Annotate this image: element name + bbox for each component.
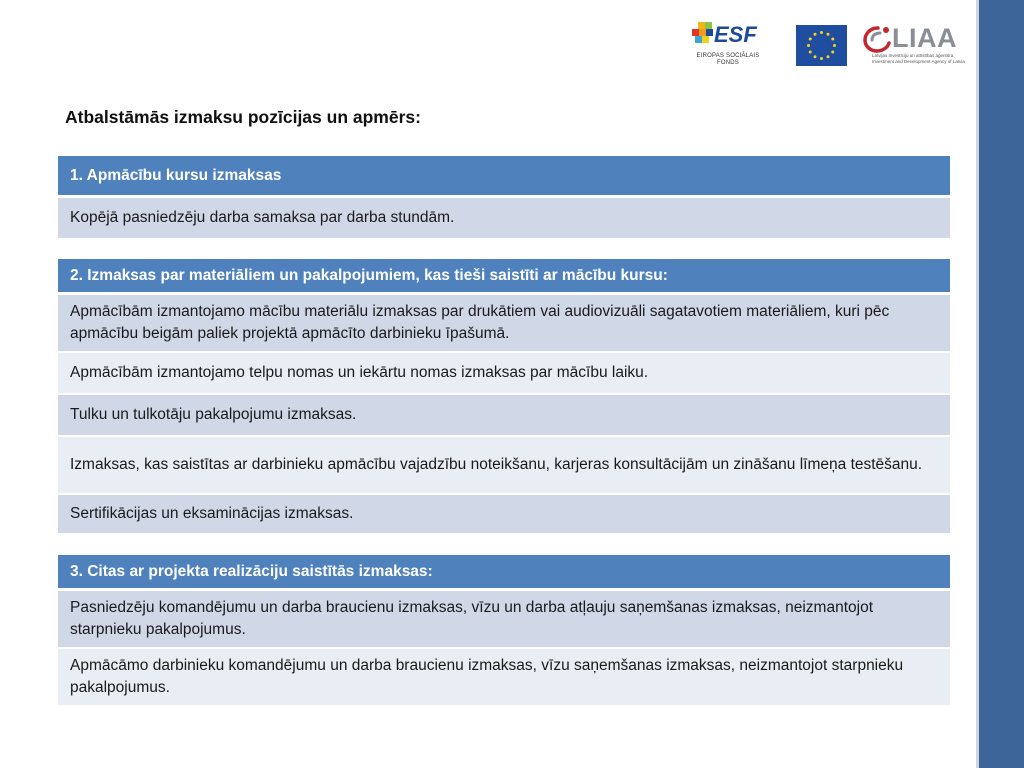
eu-star bbox=[820, 31, 823, 34]
eu-star bbox=[831, 38, 834, 41]
section-header-2: 2. Izmaksas par materiāliem un pakalpojumiem, kas tieši saistīti ar mācību kursu: bbox=[58, 259, 950, 295]
section-header-3: 3. Citas ar projekta realizāciju saistītās izmaksas: bbox=[58, 555, 950, 591]
esf-subtitle-line1: EIROPAS SOCIĀLAIS bbox=[696, 53, 760, 59]
liaa-logo bbox=[862, 22, 968, 68]
page-heading: Atbalstāmās izmaksu pozīcijas un apmērs: bbox=[65, 107, 421, 127]
cost-table-2 bbox=[58, 259, 950, 535]
eu-star bbox=[809, 51, 812, 54]
eu-flag-icon bbox=[796, 25, 847, 66]
eu-star bbox=[833, 44, 836, 47]
esf-subtitle bbox=[690, 53, 766, 67]
eu-star bbox=[827, 33, 830, 36]
eu-star bbox=[807, 44, 810, 47]
cost-table-3 bbox=[58, 555, 950, 707]
table-row: Apmācībām izmantojamo mācību materiālu izmaksas par drukātiem vai audiovizuāli sagatavotiem materiāliem, kuri pēc apmācību beigām paliek projektā apmācīto darbinieku īpašumā. bbox=[58, 295, 950, 353]
table-row: Apmācāmo darbinieku komandējumu un darba braucienu izmaksas, vīzu saņemšanas izmaksas, neizmantojot starpnieku pakalpojumus. bbox=[58, 649, 950, 707]
section-header-1: 1. Apmācību kursu izmaksas bbox=[58, 156, 950, 198]
eu-stars bbox=[796, 25, 847, 66]
table-row: Izmaksas, kas saistītas ar darbinieku apmācību vajadzību noteikšanu, karjeras konsultācijām un zināšanu līmeņa testēšanu. bbox=[58, 437, 950, 495]
eu-star bbox=[814, 55, 817, 58]
table-row: Tulku un tulkotāju pakalpojumu izmaksas. bbox=[58, 395, 950, 437]
liaa-subtitle-line2: Investment and Development Agency of Latvia bbox=[872, 59, 965, 64]
eu-star bbox=[820, 57, 823, 60]
esf-subtitle-line2: FONDS bbox=[717, 60, 739, 66]
liaa-subtitle-line1: Latvijas Investīciju un attīstības aģentūra bbox=[872, 53, 954, 58]
table-row: Apmācībām izmantojamo telpu nomas un iekārtu nomas izmaksas par mācību laiku. bbox=[58, 353, 950, 395]
table-row: Kopējā pasniedzēju darba samaksa par darba stundām. bbox=[58, 198, 950, 240]
esf-wordmark: ESF bbox=[714, 22, 757, 47]
eu-star bbox=[831, 51, 834, 54]
liaa-mark-icon bbox=[862, 24, 894, 54]
liaa-wordmark: LIAA bbox=[892, 23, 957, 53]
table-row: Pasniedzēju komandējumu un darba braucienu izmaksas, vīzu un darba atļauju saņemšanas izmaksas, neizmantojot starpnieku pakalpojumus. bbox=[58, 591, 950, 649]
table-row: Sertifikācijas un eksaminācijas izmaksas. bbox=[58, 495, 950, 535]
esf-logo bbox=[690, 20, 766, 72]
cost-table-1 bbox=[58, 156, 950, 240]
esf-mark-icon bbox=[692, 22, 714, 46]
liaa-subtitle bbox=[872, 53, 968, 65]
eu-star bbox=[814, 33, 817, 36]
eu-star bbox=[827, 55, 830, 58]
eu-star bbox=[809, 38, 812, 41]
side-bar bbox=[979, 0, 1024, 768]
